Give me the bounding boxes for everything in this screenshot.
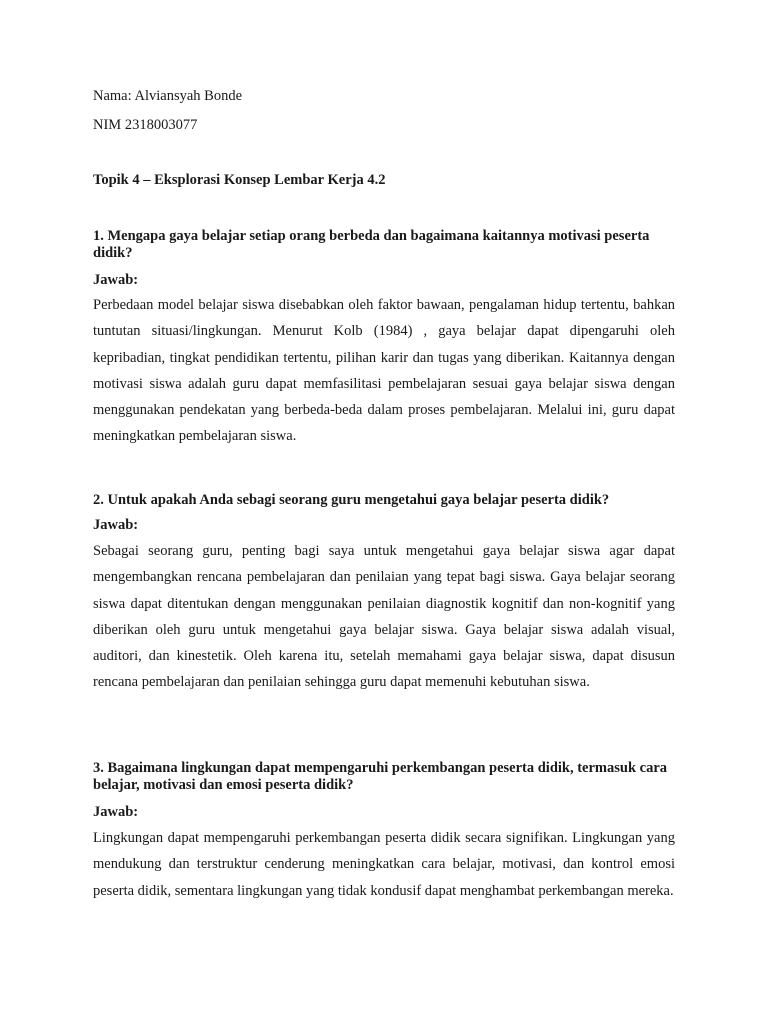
answer-label-2: Jawab: bbox=[93, 517, 139, 533]
answer-label-1: Jawab: bbox=[93, 272, 139, 288]
answer-2: Sebagai seorang guru, penting bagi saya untuk mengetahui gaya belajar siswa agar dapat mengembangkan rencana pembelajaran dan penilaian yang tepat bagi siswa. Gaya belajar seorang siswa dapat ditentukan dengan menggunakan penilaian diagnostik kognitif dan non-kognitif yang diberikan oleh guru untuk mengetahui gaya belajar siswa. Gaya belajar siswa adalah visual, auditori, dan kinestetik. Oleh karena itu, setelah memahami gaya belajar siswa, dapat disusun rencana pembelajaran dan penilaian sehingga guru dapat memenuhi kebutuhan siswa. bbox=[93, 543, 675, 691]
student-name: Nama: Alviansyah Bonde bbox=[93, 88, 243, 104]
question-1: 1. Mengapa gaya belajar setiap orang berbeda dan bagaimana kaitannya motivasi peserta didik? bbox=[93, 228, 650, 261]
question-3: 3. Bagaimana lingkungan dapat mempengaruhi perkembangan peserta didik, termasuk cara belajar, motivasi dan emosi peserta didik? bbox=[93, 760, 668, 793]
answer-label-3: Jawab: bbox=[93, 804, 139, 820]
student-nim: NIM 2318003077 bbox=[93, 117, 198, 133]
answer-1: Perbedaan model belajar siswa disebabkan oleh faktor bawaan, pengalaman hidup tertentu, bahkan tuntutan situasi/lingkungan. Menurut Kolb (1984) , gaya belajar dapat dipengaruhi oleh kepribadian, tingkat pendidikan tertentu, pilihan karir dan tugas yang diberikan. Kaitannya dengan motivasi siswa adalah guru dapat memfasilitasi pembelajaran sesuai gaya belajar siswa dengan menggunakan pendekatan yang berbeda-beda dalam proses pembelajaran. Melalui ini, guru dapat meningkatkan pembelajaran siswa. bbox=[93, 297, 675, 445]
topic-title: Topik 4 – Eksplorasi Konsep Lembar Kerja 4.2 bbox=[93, 172, 386, 188]
answer-3: Lingkungan dapat mempengaruhi perkembangan peserta didik secara signifikan. Lingkungan yang mendukung dan terstruktur cenderung meningkatkan cara belajar, motivasi, dan kontrol emosi peserta didik, sementara lingkungan yang tidak kondusif dapat menghambat perkembangan mereka. bbox=[93, 830, 675, 899]
question-2: 2. Untuk apakah Anda sebagi seorang guru mengetahui gaya belajar peserta didik? bbox=[93, 492, 610, 508]
